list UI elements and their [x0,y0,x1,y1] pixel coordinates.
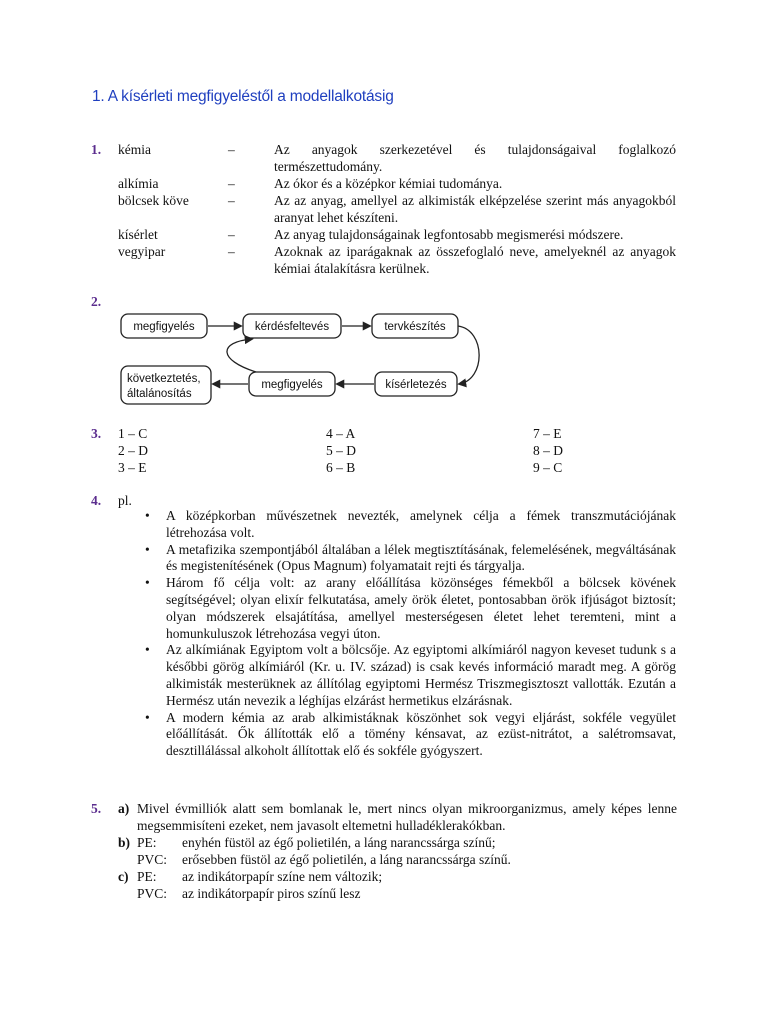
answer-8: 8 – D [533,443,563,458]
label-conclusion-line1: következtetés, [127,373,201,385]
list-item: • A középkorban művészetnek nevezték, amelynek célja a fémek transzmutációjának létrehozása volt. [145,508,676,540]
answer-2: 2 – D [118,443,148,458]
bullet-icon: • [145,541,150,557]
bullet-icon: • [145,575,150,591]
bullet-icon: • [145,709,150,725]
part-a-label: a) [118,801,130,816]
bullet-list [118,508,676,760]
list-item: • A modern kémia az arab alkimistáknak köszönhet sok vegyi eljárást, sokféle vegyület előállítását. Ők állították elő a tömény kénsavat, az ezüst-nitrátot, a salétromsavat, desztillálással alkoholt állítottak elő és sokféle gyógyszert. [145,709,676,759]
label-experimenting: kísérletezés [385,379,447,391]
definition-alkimia: Az ókor és a középkor kémiai tudománya. [274,176,503,191]
label-questioning: kérdésfeltevés [254,321,330,333]
term-vegyipar: vegyipar [118,244,166,259]
part-b-pvc-label: PVC: [137,852,168,867]
term-alkimia: alkímia [118,176,159,191]
answer-5: 5 – D [326,443,356,458]
answer-4: 4 – A [326,426,356,441]
part-b-label: b) [118,835,131,850]
arrow-observation-to-questioning-curve [227,339,256,372]
part-c-pvc-label: PVC: [137,886,168,901]
label-planning: tervkészítés [384,321,446,333]
list-item: • A metafizika szempontjából általában a lélek megtisztításának, felemelésének, megváltásának és megistenítésének (Opus Magnum) folyamatait rejti és tárgyalja. [145,541,676,574]
question-4-number: 4. [91,493,102,508]
label-observation-1: megfigyelés [133,321,195,333]
page-title: 1. A kísérleti megfigyeléstől a modellalkotásig [92,88,394,105]
scientific-method-cycle-diagram [118,308,482,412]
part-c-label: c) [118,869,129,884]
question-5-number: 5. [91,801,102,816]
definition-bolcsek-kove: Az az anyag, amellyel az alkimisták elképzelése szerint más anyagokból aranyat lehet készíteni. [274,193,676,225]
question-2-number: 2. [91,294,102,309]
dash: – [228,244,235,259]
answer-7: 7 – E [533,426,562,441]
answer-9: 9 – C [533,460,563,475]
question-1-number: 1. [91,142,102,157]
term-kemia: kémia [118,142,151,157]
term-bolcsek-kove: bölcsek köve [118,193,189,208]
term-kiserlet: kísérlet [118,227,158,242]
dash: – [228,176,235,191]
definition-kiserlet: Az anyag tulajdonságainak legfontosabb megismerési módszere. [274,227,624,242]
answer-3: 3 – E [118,460,147,475]
part-c-pe-text: az indikátorpapír színe nem változik; [182,869,383,884]
bullet-icon: • [145,642,150,658]
question-4-intro: pl. [118,493,132,508]
label-conclusion-line2: általánosítás [127,388,192,400]
part-b-pvc-text: erősebben füstöl az égő polietilén, a láng narancssárga színű. [182,852,511,867]
part-c-pvc-text: az indikátorpapír piros színű lesz [182,886,361,901]
definition-kemia: Az anyagok szerkezetével és tulajdonságaival foglalkozó természettudomány. [274,142,676,174]
answer-1: 1 – C [118,426,148,441]
dash: – [228,142,235,157]
definition-vegyipar: Azoknak az iparágaknak az összefoglaló neve, amelyeknél az anyagok kémiai átalakításra kerülnek. [274,244,676,276]
bullet-icon: • [145,508,150,523]
list-item: • Az alkímiának Egyiptom volt a bölcsője. Az egyiptomi alkímiáról nagyon keveset tudunk s a későbbi görög alkímiáról (Kr. u. IV. század) is csak kevés információ maradt meg. A görög alkimisták mesterüknek az állítólag egyiptomi Hermész Triszmegisztoszt vallották. Ezután a Hermész után nevezik a léghíjas elzárást hermetikus elzárásnak. [145,642,676,708]
part-a-text: Mivel évmilliók alatt sem bomlanak le, mert nincs olyan mikroorganizmus, amely képes lenne megsemmisíteni ezeket, nem javasolt eltemetni hulladéklerakókban. [137,801,677,833]
dash: – [228,227,235,242]
part-b-pe-text: enyhén füstöl az égő polietilén, a láng narancssárga színű; [182,835,496,850]
answer-6: 6 – B [326,460,356,475]
dash: – [228,193,235,208]
part-c-pe-label: PE: [137,869,157,884]
question-3-number: 3. [91,426,102,441]
list-item: • Három fő célja volt: az arany előállítása közönséges fémekből a bölcsek kövének segítségével; olyan elixír felkutatása, amely örök életet, pontosabban örök ifjúságot biztosít; olyan módszerek elsajátítása, amellyel mesterségesen életet lehet teremteni, mint a homunkuluszok létrehozása vegyi úton. [145,575,676,641]
arrow-planning-to-experimenting [458,326,479,384]
part-b-pe-label: PE: [137,835,157,850]
label-observation-2: megfigyelés [261,379,323,391]
